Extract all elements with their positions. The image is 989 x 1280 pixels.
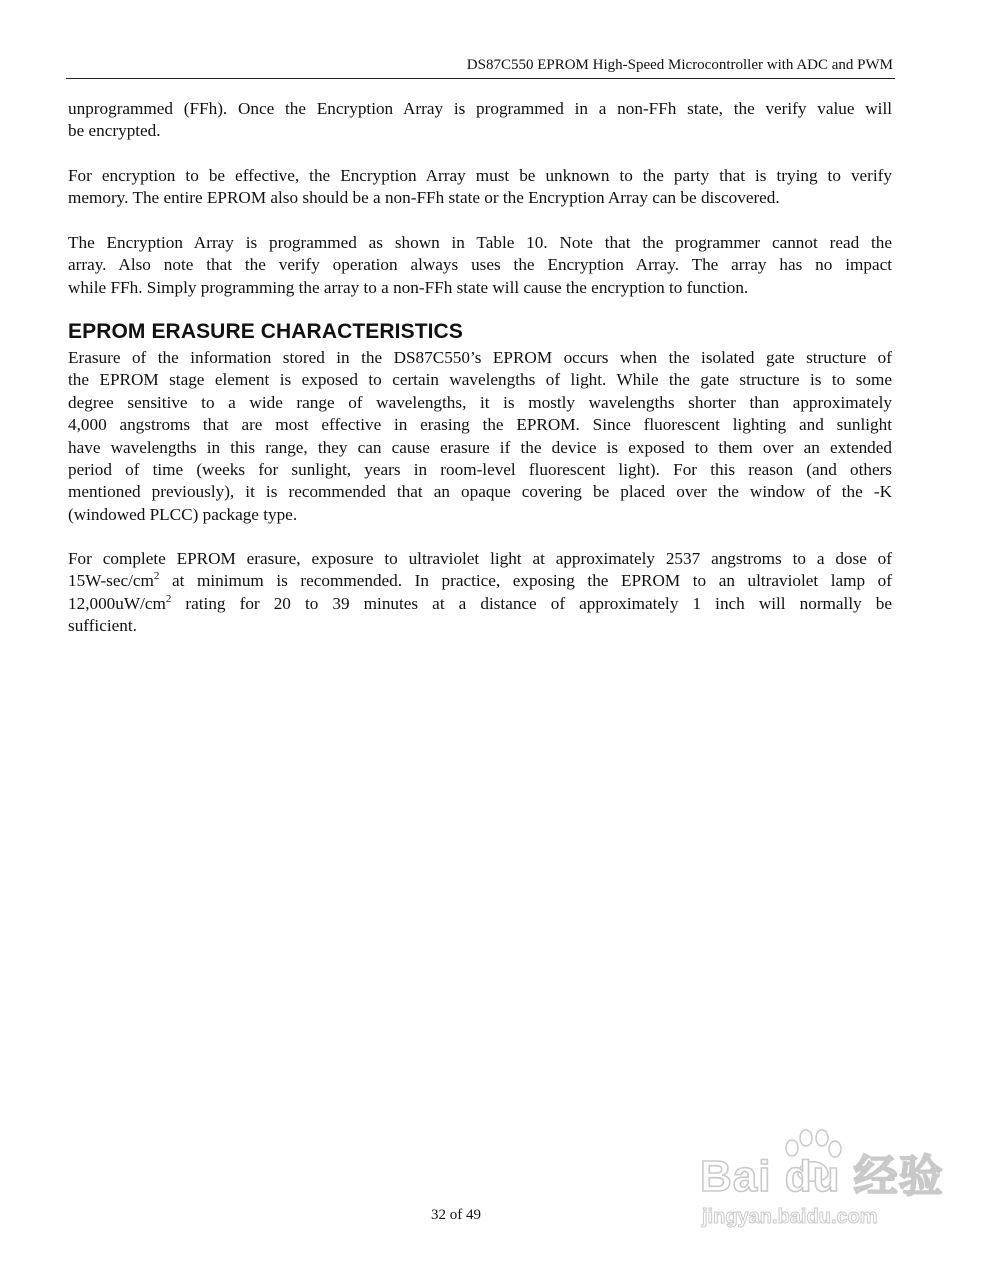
text-line: period of time (weeks for sunlight, years in room-level fluorescent light). For this reason (and others	[68, 460, 892, 480]
text-line: sufficient.	[68, 616, 137, 636]
paragraph-encryption-verify	[68, 98, 892, 143]
section-heading: EPROM ERASURE CHARACTERISTICS	[68, 320, 463, 343]
paragraph-erasure-info	[68, 347, 892, 526]
running-header-title: DS87C550 EPROM High-Speed Microcontroller with ADC and PWM	[466, 57, 893, 73]
superscript: 2	[165, 592, 172, 605]
page-number: 32 of 49	[431, 1207, 481, 1223]
text-fragment: rating for 20 to 39 minutes at a distance of approximately 1 inch will normally be	[171, 593, 892, 613]
paragraph-encryption-programming	[68, 232, 892, 299]
text-line: Erasure of the information stored in the DS87C550’s EPROM occurs when the isolated gate structure of	[68, 348, 892, 367]
paragraph-encryption-effective	[68, 165, 892, 210]
text-line: the EPROM stage element is exposed to certain wavelengths of light. While the gate structure is to some	[68, 370, 892, 390]
text-line: memory. The entire EPROM also should be a non-FFh state or the Encryption Array can be discovered.	[68, 188, 780, 208]
text-line	[68, 593, 892, 615]
text-line: (windowed PLCC) package type.	[68, 504, 298, 524]
text-line: unprogrammed (FFh). Once the Encryption Array is programmed in a non-FFh state, the verify value will	[68, 99, 892, 118]
watermark-url: jingyan.baidu.com	[702, 1206, 878, 1228]
text-line: 4,000 angstroms that are most effective in erasing the EPROM. Since fluorescent lighting and sunlight	[68, 415, 892, 435]
text-line: array. Also note that the verify operation always uses the Encryption Array. The array has no impact	[68, 255, 892, 275]
watermark-logo-text: Bai du 经验	[700, 1152, 944, 1201]
text-line: For encryption to be effective, the Encryption Array must be unknown to the party that is trying to verify	[68, 166, 892, 185]
text-line: mentioned previously), it is recommended that an opaque covering be placed over the window of the -K	[68, 482, 892, 502]
text-fragment: 12,000uW/cm	[68, 593, 166, 613]
text-line: For complete EPROM erasure, exposure to ultraviolet light at approximately 2537 angstroms to a dose of	[68, 549, 892, 568]
text-line: have wavelengths in this range, they can cause erasure if the device is exposed to them over an extended	[68, 437, 892, 457]
text-line	[68, 570, 892, 592]
paragraph-complete-erasure	[68, 548, 892, 638]
text-fragment: at minimum is recommended. In practice, exposing the EPROM to an ultraviolet lamp of	[159, 571, 892, 591]
header-divider	[66, 78, 895, 79]
text-line: be encrypted.	[68, 121, 161, 141]
text-line: degree sensitive to a wide range of wavelengths, it is mostly wavelengths shorter than approximately	[68, 392, 892, 412]
text-line: while FFh. Simply programming the array to a non-FFh state will cause the encryption to function.	[68, 277, 749, 297]
superscript: 2	[153, 570, 160, 583]
text-line: The Encryption Array is programmed as shown in Table 10. Note that the programmer cannot read the	[68, 233, 892, 252]
text-fragment: 15W-sec/cm	[68, 571, 154, 591]
baidu-watermark	[690, 1128, 944, 1248]
